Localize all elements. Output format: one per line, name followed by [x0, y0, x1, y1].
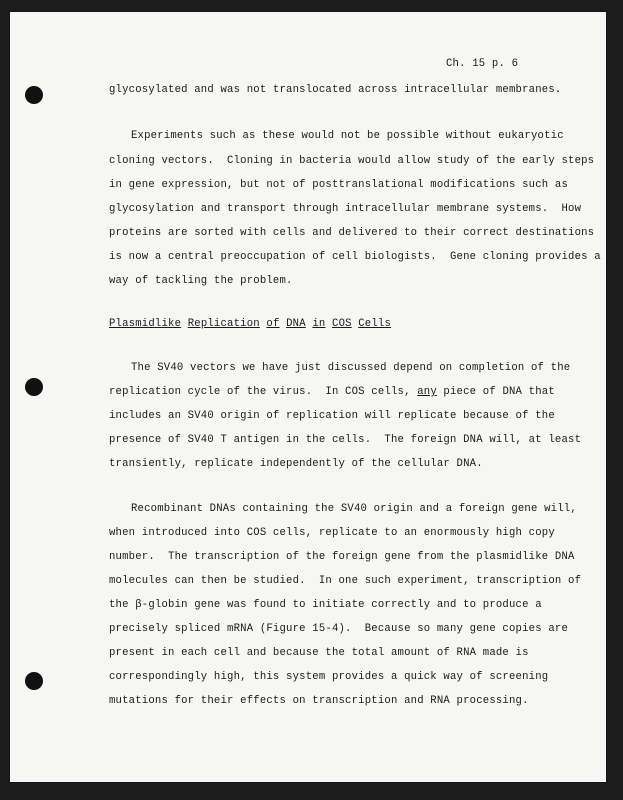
punch-hole [25, 378, 43, 396]
heading-word: DNA [286, 318, 306, 330]
text-line: way of tackling the problem. [109, 275, 293, 287]
text-run: piece of DNA that [436, 386, 555, 398]
text-line [109, 386, 555, 398]
text-line: in gene expression, but not of posttranslational modifications such as [109, 179, 569, 191]
text-line: mutations for their effects on transcription and RNA processing. [109, 695, 529, 707]
punch-hole [25, 672, 43, 690]
text-line: present in each cell and because the total amount of RNA made is [109, 647, 529, 659]
section-heading [109, 318, 391, 330]
text-line: proteins are sorted with cells and delivered to their correct destinations [109, 227, 595, 239]
text-line: transiently, replicate independently of the cellular DNA. [109, 458, 483, 470]
text-line: is now a central preoccupation of cell biologists. Gene cloning provides a [109, 251, 601, 263]
punch-hole [25, 86, 43, 104]
emphasized-word: any [417, 386, 437, 398]
text-line: Recombinant DNAs containing the SV40 origin and a foreign gene will, [131, 503, 577, 515]
text-line: The SV40 vectors we have just discussed depend on completion of the [131, 362, 571, 374]
heading-word: Cells [358, 318, 392, 330]
text-line: presence of SV40 T antigen in the cells. The foreign DNA will, at least [109, 434, 582, 446]
heading-word: in [312, 318, 326, 330]
text-line: Experiments such as these would not be possible without eukaryotic [131, 130, 564, 142]
heading-word: Replication [187, 318, 260, 330]
heading-word: Plasmidlike [109, 318, 182, 330]
text-line: the β-globin gene was found to initiate correctly and to produce a [109, 599, 542, 611]
text-line: glycosylation and transport through intracellular membrane systems. How [109, 203, 582, 215]
text-line: when introduced into COS cells, replicate to an enormously high copy [109, 527, 555, 539]
text-run: replication cycle of the virus. In COS cells, [109, 386, 418, 398]
text-line: number. The transcription of the foreign gene from the plasmidlike DNA [109, 551, 575, 563]
page-header: Ch. 15 p. 6 [446, 58, 519, 70]
text-line: includes an SV40 origin of replication will replicate because of the [109, 410, 555, 422]
heading-word: COS [332, 318, 352, 330]
text-line: molecules can then be studied. In one such experiment, transcription of [109, 575, 582, 587]
heading-word: of [266, 318, 280, 330]
text-line: glycosylated and was not translocated across intracellular membranes. [109, 84, 562, 96]
text-line: precisely spliced mRNA (Figure 15-4). Because so many gene copies are [109, 623, 569, 635]
text-line: correspondingly high, this system provides a quick way of screening [109, 671, 549, 683]
text-line: cloning vectors. Cloning in bacteria would allow study of the early steps [109, 155, 595, 167]
